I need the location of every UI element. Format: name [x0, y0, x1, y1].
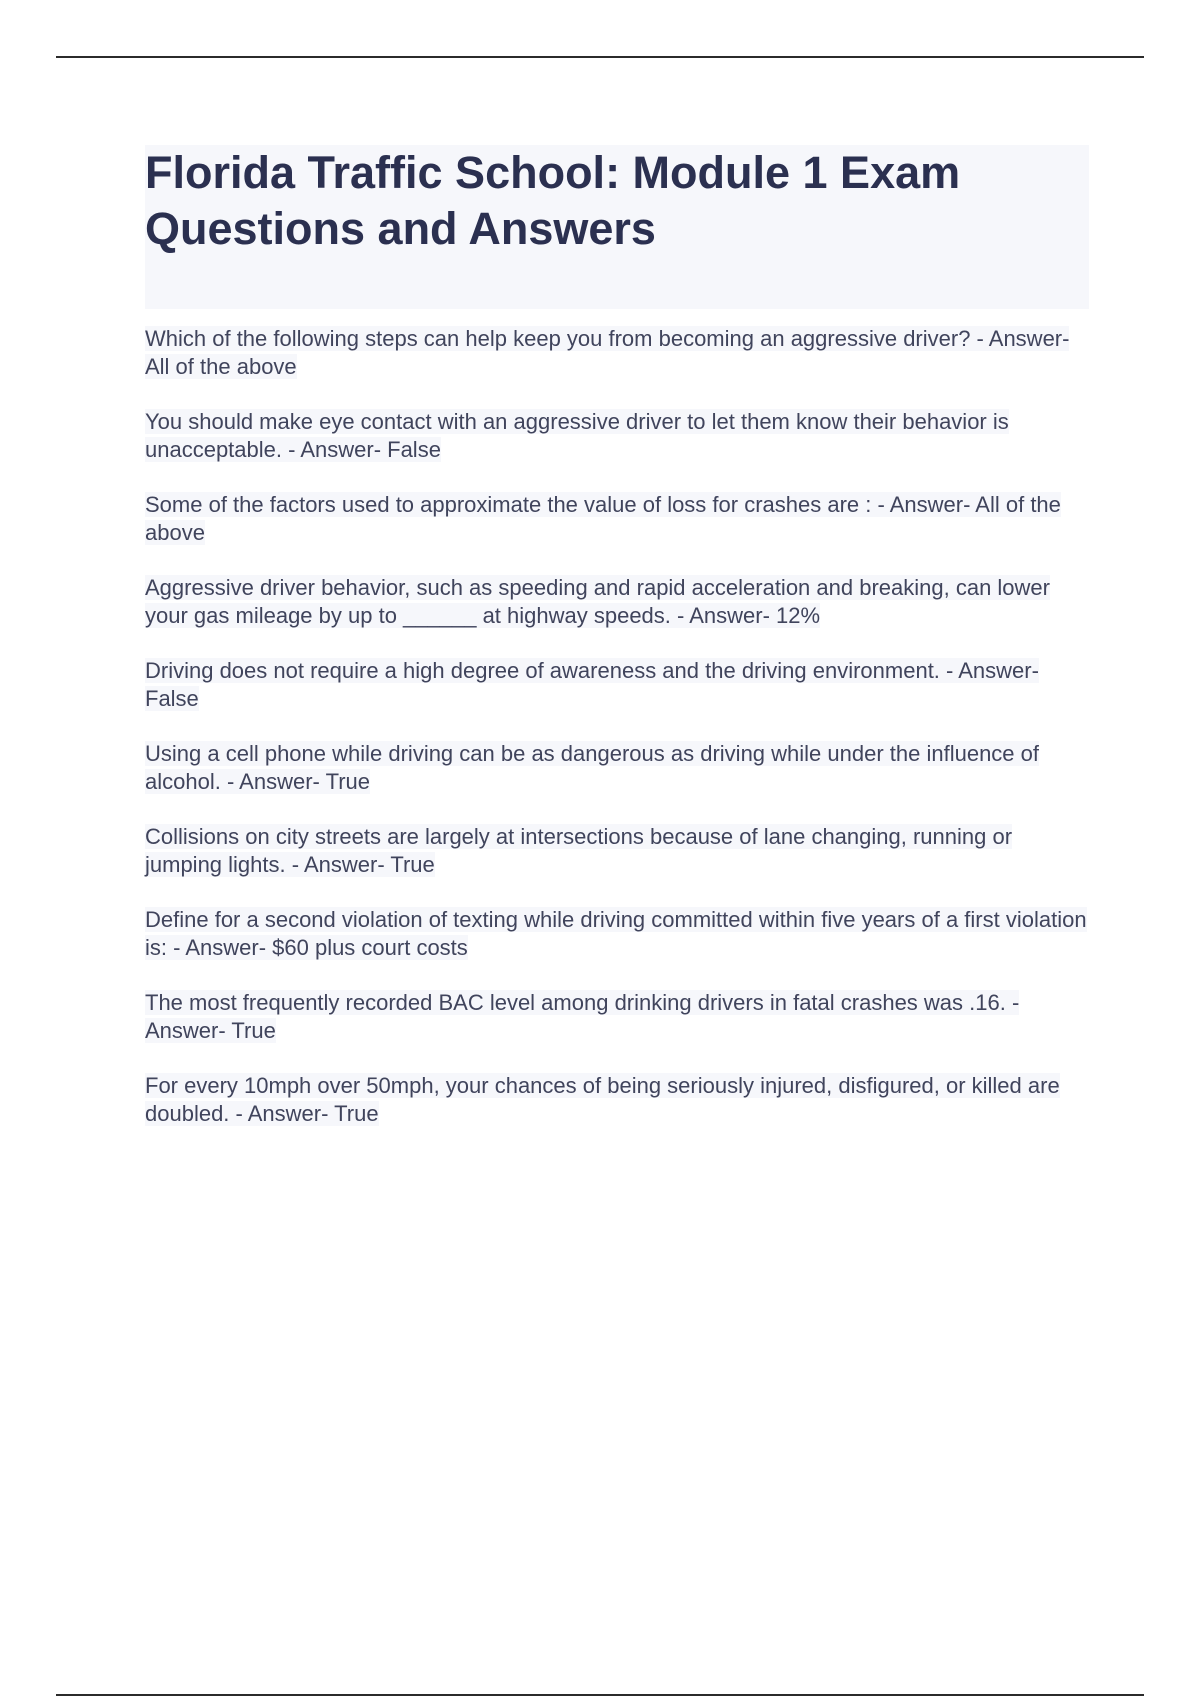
qa-item — [145, 325, 1089, 381]
bottom-rule — [56, 1694, 1144, 1696]
qa-item — [145, 906, 1089, 962]
title-block — [145, 145, 1089, 309]
qa-text: Using a cell phone while driving can be as dangerous as driving while under the influence of alcohol. - Answer- True — [145, 741, 1039, 794]
qa-text: Collisions on city streets are largely at intersections because of lane changing, running or jumping lights. - Answer- True — [145, 824, 1013, 877]
qa-item — [145, 989, 1089, 1045]
qa-text: Define for a second violation of texting while driving committed within five years of a first violation is: - Answer- $60 plus court costs — [145, 907, 1087, 960]
page-content — [145, 145, 1089, 1155]
qa-item — [145, 408, 1089, 464]
qa-text: Driving does not require a high degree of awareness and the driving environment. - Answer- False — [145, 658, 1039, 711]
page-title: Florida Traffic School: Module 1 Exam Questions and Answers — [145, 147, 961, 254]
qa-item — [145, 740, 1089, 796]
qa-item — [145, 823, 1089, 879]
qa-text: Some of the factors used to approximate the value of loss for crashes are : - Answer- All of the above — [145, 492, 1061, 545]
qa-text: Which of the following steps can help keep you from becoming an aggressive driver? - Answer- All of the above — [145, 326, 1070, 379]
qa-item — [145, 657, 1089, 713]
qa-item — [145, 1072, 1089, 1128]
qa-list — [145, 325, 1089, 1128]
top-rule — [56, 56, 1144, 58]
qa-text: You should make eye contact with an aggressive driver to let them know their behavior is unacceptable. - Answer- False — [145, 409, 1009, 462]
qa-text: The most frequently recorded BAC level among drinking drivers in fatal crashes was .16. - Answer- True — [145, 990, 1020, 1043]
qa-text: Aggressive driver behavior, such as speeding and rapid acceleration and breaking, can lower your gas mileage by up to ______ at highway speeds. - Answer- 12% — [145, 575, 1050, 628]
qa-item — [145, 491, 1089, 547]
qa-item — [145, 574, 1089, 630]
qa-text: For every 10mph over 50mph, your chances of being seriously injured, disfigured, or killed are doubled. - Answer- True — [145, 1073, 1060, 1126]
